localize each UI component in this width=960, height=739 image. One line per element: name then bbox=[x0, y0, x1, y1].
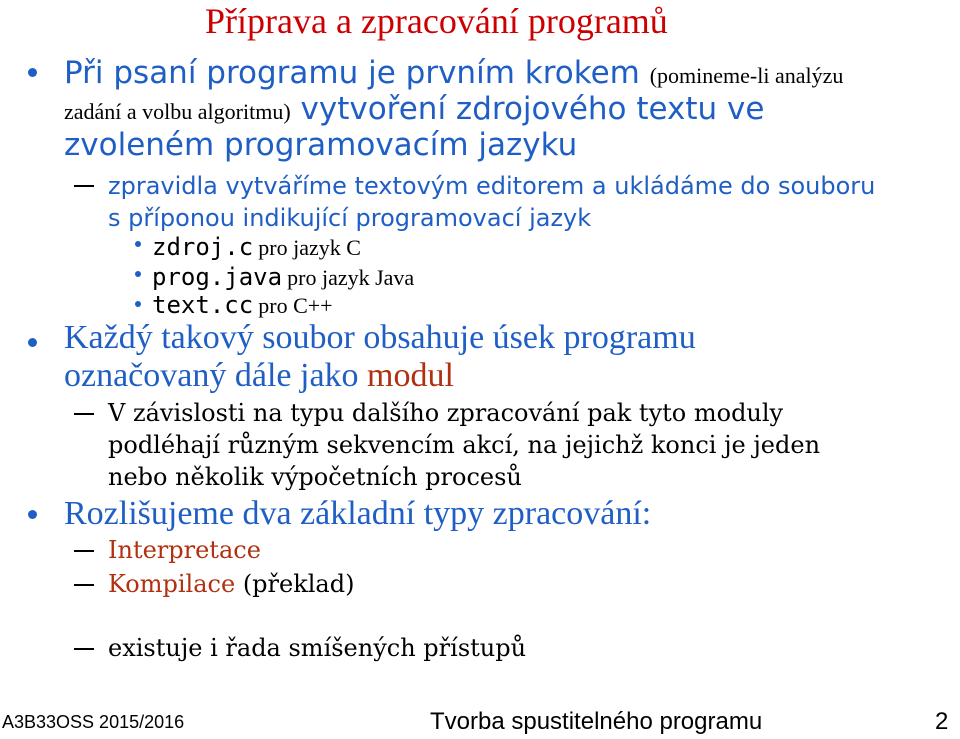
bullet-dot bbox=[28, 68, 37, 77]
dash-marker bbox=[74, 648, 94, 650]
term-modul: modul bbox=[367, 357, 454, 394]
bullet-2-line-2 bbox=[64, 357, 454, 395]
file-name: text.cc bbox=[152, 291, 254, 319]
bullet-1-text-cont: vytvoření zdrojového textu ve bbox=[300, 91, 765, 127]
footer-topic: Tvorba spustitelného programu bbox=[430, 708, 763, 735]
bullet-3-line-1: Rozlišujeme dva základní typy zpracování: bbox=[64, 495, 652, 532]
file-desc: pro jazyk Java bbox=[287, 265, 415, 290]
bullet-1-aside-cont: zadání a volbu algoritmu) bbox=[64, 99, 291, 124]
sub-bullet-1-line-1: zpravidla vytváříme textovým editorem a ukládáme do souboru bbox=[108, 172, 876, 200]
file-desc: pro C++ bbox=[258, 293, 333, 318]
extension-item-c bbox=[152, 233, 361, 261]
bullet-1-line-1 bbox=[64, 54, 843, 95]
file-desc: pro jazyk C bbox=[258, 235, 361, 260]
sub-item-kompilace bbox=[108, 568, 354, 600]
file-name: prog.java bbox=[152, 263, 283, 291]
sub-item-mixed: existuje i řada smíšených přístupů bbox=[108, 634, 527, 662]
dash-marker bbox=[74, 550, 94, 552]
bullet-dot bbox=[28, 338, 37, 347]
dash-marker bbox=[74, 185, 94, 187]
page-number: 2 bbox=[935, 708, 949, 735]
sub-bullet-2-line-1: V závislosti na typu dalšího zpracování pak tyto moduly bbox=[108, 399, 784, 427]
bullet-dot bbox=[28, 510, 37, 519]
bullet-1-line-2 bbox=[64, 90, 764, 131]
extension-item-java bbox=[152, 263, 414, 291]
sub-bullet-2-line-3: nebo několik výpočetních procesů bbox=[108, 463, 522, 491]
extension-item-cpp bbox=[152, 291, 333, 319]
footer-course: A3B33OSS 2015/2016 bbox=[2, 712, 185, 732]
file-name: zdroj.c bbox=[152, 233, 254, 261]
bullet-2-text: označovaný dále jako bbox=[64, 357, 359, 394]
bullet-dot bbox=[135, 241, 141, 247]
sub-bullet-1-line-2: s příponou indikující programovací jazyk bbox=[108, 204, 592, 232]
bullet-dot bbox=[135, 271, 141, 277]
bullet-2-line-1: Každý takový soubor obsahuje úsek programu bbox=[64, 319, 696, 356]
dash-marker bbox=[74, 413, 94, 415]
bullet-dot bbox=[135, 301, 141, 307]
sub-item-interpretace: Interpretace bbox=[108, 536, 261, 564]
slide-title: Příprava a zpracování programů bbox=[205, 1, 668, 41]
sub-bullet-2-line-2: podléhají různým sekvencím akcí, na jejichž konci je jeden bbox=[108, 431, 821, 459]
dash-marker bbox=[74, 584, 94, 586]
kompilace-note: (překlad) bbox=[242, 570, 355, 598]
term-kompilace: Kompilace bbox=[108, 570, 236, 598]
bullet-1-text: Při psaní programu je prvním krokem bbox=[64, 55, 640, 91]
bullet-1-line-3: zvoleném programovacím jazyku bbox=[64, 127, 578, 163]
bullet-1-aside: (pomineme-li analýzu bbox=[649, 63, 844, 88]
